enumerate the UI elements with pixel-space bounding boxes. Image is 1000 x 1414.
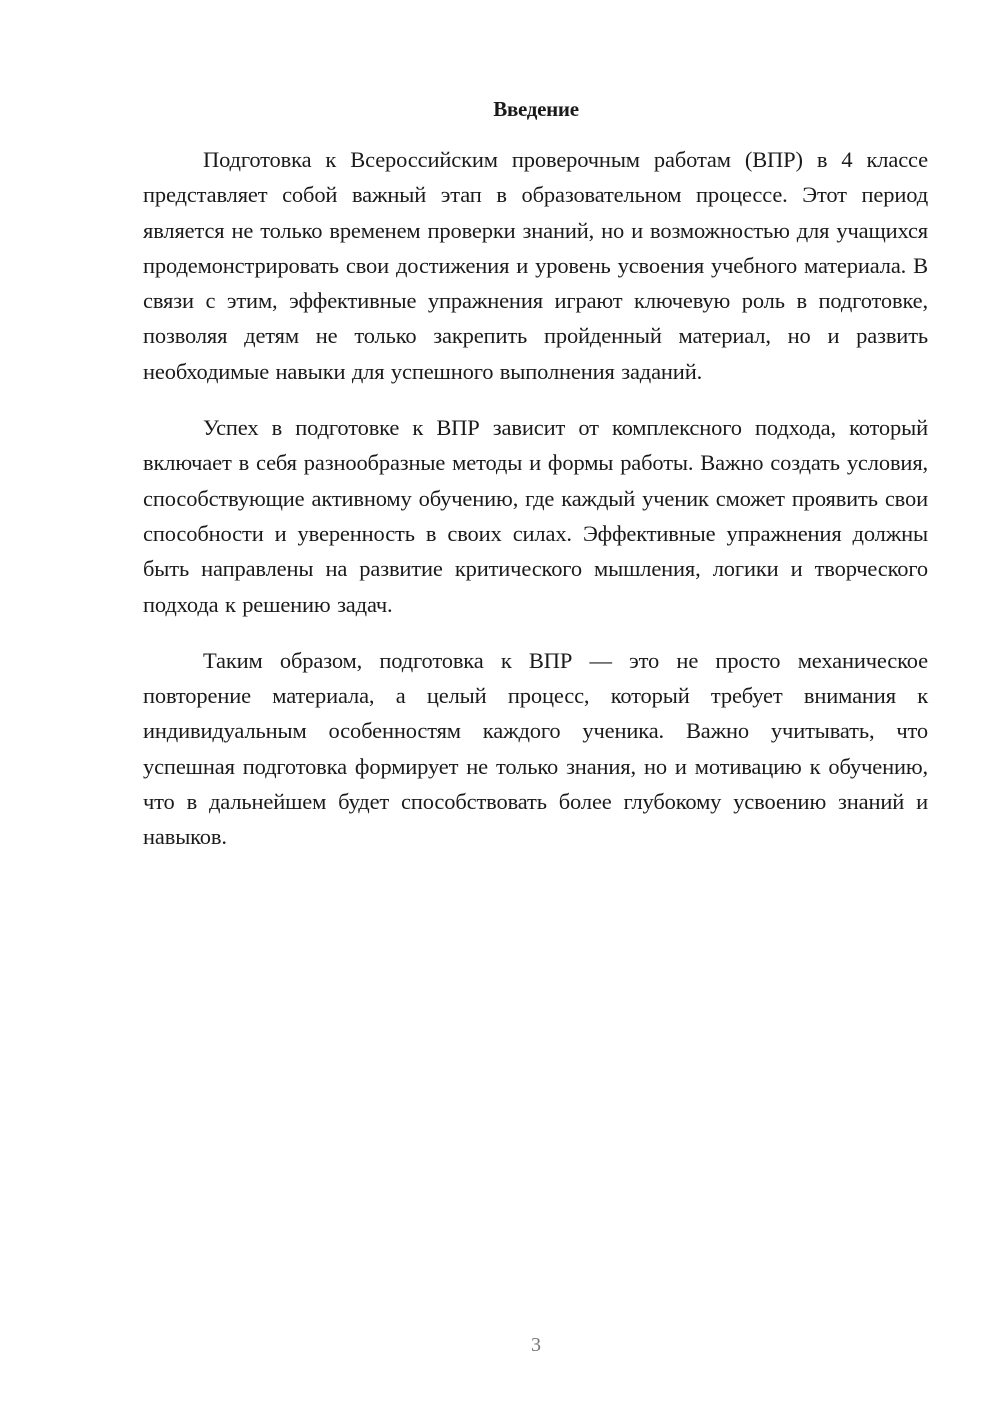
paragraph-1: Подготовка к Всероссийским проверочным работам (ВПР) в 4 классе представляет собой важный этап в образовательном процессе. Этот период является не только временем проверки знаний, но и возможностью для учащихся продемонстрировать свои достижения и уровень усвоения учебного материала. В связи с этим, эффективные упражнения играют ключевую роль в подготовке, позволяя детям не только закрепить пройденный материал, но и развить необходимые навыки для успешного выполнения заданий. [143, 147, 928, 384]
paragraph-2: Успех в подготовке к ВПР зависит от комплексного подхода, который включает в себя разнообразные методы и формы работы. Важно создать условия, способствующие активному обучению, где каждый ученик сможет проявить свои способности и уверенность в своих силах. Эффективные упражнения должны быть направлены на развитие критического мышления, логики и творческого подхода к решению задач. [143, 415, 928, 617]
page-number: 3 [531, 1334, 541, 1356]
body-text [143, 142, 928, 876]
paragraph-3: Таким образом, подготовка к ВПР — это не просто механическое повторение материала, а целый процесс, который требует внимания к индивидуальным особенностям каждого ученика. Важно учитывать, что успешная подготовка формирует не только знания, но и мотивацию к обучению, что в дальнейшем будет способствовать более глубокому усвоению знаний и навыков. [143, 647, 928, 850]
section-title: Введение [493, 97, 579, 121]
